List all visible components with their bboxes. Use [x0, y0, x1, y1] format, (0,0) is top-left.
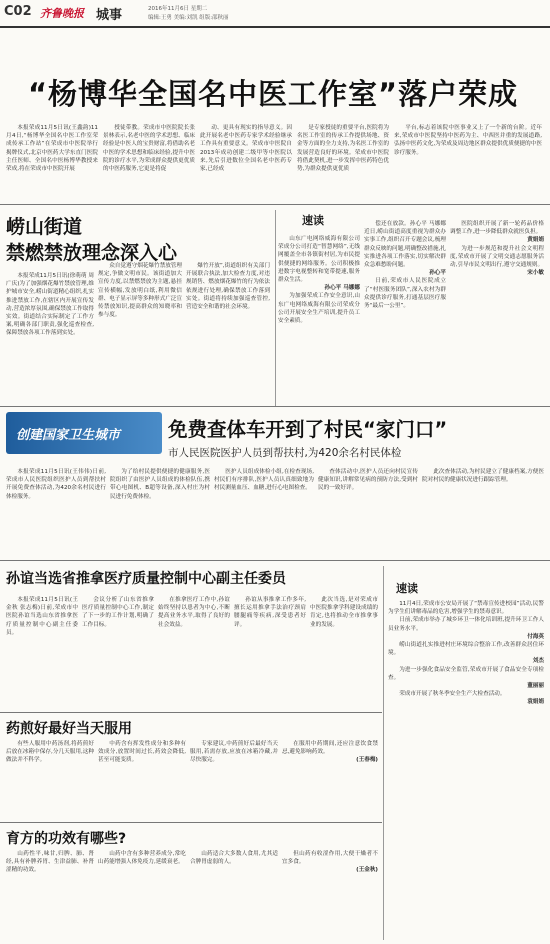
yam-top-rule	[0, 822, 382, 823]
quick2-sig-2: 刘杰	[532, 658, 544, 665]
medicine-signature: (王春梅)	[356, 757, 378, 764]
lead-col-2: 授徒带教。荣成市中医院院长张景林表示,名老中医的学术思想、临床经验是中医人的宝贵财富,将借助名老中医的学术思想和临床经验,提升中医院的诊疗水平,为荣成群众提供更优质的中医药服务,它更是将促	[103, 125, 195, 173]
medicine-col-1: 有些人服用中药汤剂,将药煎好后放在冰箱中保存,分几天服用,这种做法并不科学。	[6, 741, 94, 764]
quick2-body: 11月4日,荣成市公安局开展了“禁毒宣传进校园”活动,民警为学生们讲解毒品的危害,增强学生的禁毒意识。 日前,荣成市举办了城乡环卫一体化培训班,提升环卫工作人员业务水平。 付海英 崂山街道扎实推进村庄环境综合整治工作,改善群众居住环境。 刘杰 为进一步强化食品安全监管,荣成市开展了食品安全专项检查。 董丽丽 荣成市开展了秋冬季安全生产大检查活动。 袁娟娟	[388, 601, 544, 706]
yam-col-4: 但山药有收涩作用,大便干燥者不宜多食。 (王金秋)	[282, 851, 378, 874]
medicine-col-3: 专家建议,中药煎好后最好当天服用,若需存放,应放在冰箱冷藏,并尽快服完。	[190, 741, 278, 764]
quick1-sig-3: 黄娟娟	[527, 237, 544, 244]
quick1-col-1: 山东广电网络威海有限公司荣成分公司打造“智慧网络”,无线网覆盖全市各镇街村居,为市民提供便捷的网络服务。公司积极推进数字电视整转和宽带提速,服务群众生活。 孙心平 马娜娜 为加强荣成工作安全意识,山东广电网络威海有限公司荣成分公司开展安全生产培训,提升员工安全素质。	[278, 236, 360, 325]
sun-headline: 孙谊当选省推拿医疗质量控制中心副主任委员	[6, 571, 286, 587]
yashan-headline-line1: 崂山街道	[6, 216, 83, 238]
banner-tag-text: 创建国家卫生城市	[16, 428, 121, 443]
lead-bottom-rule	[0, 204, 550, 205]
quick1-sig-1: 孙心平 马娜娜	[324, 285, 360, 292]
lead-col-4: 是专家授徒的重要平台,医院将为名医工作室的传承工作提供场地、资金等方面的全力支持,为名医工作室的发展营造良好的环境。荣成市中医院将借此契机,进一步发挥中医药特色优势,为群众提供更优质	[297, 125, 389, 173]
yashan-headline-line2: 禁燃禁放理念深入心	[6, 242, 178, 264]
lead-col-3: 动、更具有现实的指导意义。因此开展名老中医药专家学术经验继承工作具有重要意义。荣成市中医院自2013年成功创建二级甲等中医院以来,先后引进数位全国名老中医药专家,已经成	[200, 125, 292, 173]
medicine-col-2: 中药含有挥发性成分和多种有效成分,放置时间过长,药效会降低,甚至可能变质。	[98, 741, 186, 764]
checkup-col-4: 查体活动中,医护人员还向村民宣传健康知识,讲解常见病的预防方法,受到村民的一致好评。	[318, 469, 418, 492]
right-rail-divider	[383, 566, 384, 940]
yashan-divider	[275, 210, 276, 406]
banner-subhead: 市人民医院医护人员到帮扶村,为420余名村民体检	[168, 447, 402, 459]
banner-headline: 免费查体车开到了村民“家门口”	[168, 418, 448, 441]
quick1-col-2: 偿还在放款。孙心平 马娜娜 近日,崂山街道高度重视为群众办实事工作,组织召开专题会议,梳理群众反映的问题,明确整改措施,扎实推进各项工作落实,切实解决群众急难愁盼问题。 孙心平 日前,荣成市人民医院成立了“村医服务团队”,深入农村为群众提供诊疗服务,打通基层医疗服务“最后一公里”。	[364, 221, 446, 310]
medicine-headline: 药煎好最好当天服用	[6, 721, 132, 737]
yashan-col-1: 本报荣成11月5日讯(徐萌萌 周广庆)为了加强烟花爆竹禁放管理,维护城市安全,崂山街道精心组织,扎实推进禁放工作,在辖区内开展宣传发动,营造浓厚氛围,确保禁放工作取得实效。街道结合实际制定了工作方案,明确各部门职责,强化巡查检查,保障禁放各项工作落到实处。	[6, 273, 94, 337]
quick2-sig-4: 袁娟娟	[527, 699, 544, 706]
sun-col-4: 孙谊从事推拿工作多年,擅长运用推拿手法治疗颈肩腰腿痛等疾病,深受患者好评。	[234, 597, 306, 628]
yashan-col-3: 爆竹开放”,街道组织有关部门开展联合执法,加大检查力度,对违规销售、燃放烟花爆竹的行为依法依规进行处理,确保禁放工作落到实处。街道将持续加强巡查管控,营造安全和谐的社会环境。	[186, 263, 270, 311]
sun-col-2: 会议分析了山东省推拿医疗质量控制中心工作,制定了下一步的工作计划,明确了工作目标。	[82, 597, 154, 628]
checkup-col-1: 本报荣成11月5日讯(王伟伟)日前,荣成市人民医院组织医护人员到帮扶村开展免费查体活动,为420余名村民进行体检服务。	[6, 469, 106, 500]
checkup-col-2: 为了给村民提供便捷的健康服务,医院组织了由医护人员组成的体检队伍,携带心电图机、B超等设备,深入村庄为村民进行免费体检。	[110, 469, 210, 500]
lead-col-5: 平台,标志着该院中医事业又上了一个新的台阶。近年来,荣成市中医院坚持中医药为主、中西医并重的发展道路,弘扬中医药文化,为荣成及周边地区群众提供优质便捷的中医诊疗服务。	[394, 125, 542, 156]
lead-headline: “杨博华全国名中医工作室”落户荣成	[28, 77, 519, 111]
yashan-col-2: 众自觉遵守烟花爆竹禁放管理规定,争做文明市民。该街道加大宣传力度,以禁燃禁放为主题,悬挂宣传横幅,发放明白纸,利用微信群、电子显示屏等多种形式广泛宣传禁放知识,提高群众的知晓率和参与度。	[98, 263, 182, 319]
checkup-col-3: 医护人员组成体检小组,在检查现场,村民们有序排队,医护人员认真细致地为村民测量血压、血糖,进行心电图检查。	[214, 469, 314, 492]
mid-rule	[0, 406, 550, 407]
paper-name: 齐鲁晚报	[40, 7, 84, 20]
quick1-sig-4: 宋小敏	[527, 270, 544, 277]
lead-col-1: 本报荣成11月5日讯(王鑫韵)11月4日,“杨博华全国名中医工作室荣成传承工作站”在荣成市中医院举行揭牌仪式,北京中医药大学东直门医院主任医师、全国名中医杨博华教授来荣成,将在荣成市中医院开展	[6, 125, 98, 173]
masthead	[0, 0, 550, 26]
medicine-top-rule	[0, 712, 382, 713]
yam-col-1: 山药性平,味甘,归脾、肺、肾经,具有补脾养胃、生津益肺、补肾涩精的功效。	[6, 851, 94, 874]
sun-col-5: 此次当选,是对荣成市中医院推拿学科建设成绩的肯定,也将推动全市推拿事业的发展。	[310, 597, 378, 628]
masthead-rule	[0, 26, 550, 28]
sun-col-1: 本报荣成11月5日讯(王金秋 张志梅)日前,荣成市中医院孙谊当选山东省推拿医疗质量控制中心副主任委员。	[6, 597, 78, 636]
checkup-bottom-rule	[0, 560, 550, 561]
checkup-col-5: 此次查体活动,为村民建立了健康档案,方便医院对村民的健康状况进行跟踪管理。	[422, 469, 544, 484]
medicine-col-4: 在服用中药期间,还应注意饮食禁忌,避免影响药效。 (王春梅)	[282, 741, 378, 764]
date-line: 2016年11月6日 星期二	[148, 6, 208, 12]
yam-col-2: 山药中含有多种营养成分,常吃山药能增强人体免疫力,延缓衰老。	[98, 851, 186, 866]
section-name: 城事	[96, 8, 123, 23]
yam-headline: 育方的功效有哪些?	[6, 831, 127, 847]
sun-col-3: 在推拿医疗工作中,孙谊始终坚持以患者为中心,不断提高业务水平,取得了良好的社会效益。	[158, 597, 230, 628]
yam-col-3: 山药适合大多数人食用,尤其适合脾胃虚弱的人。	[190, 851, 278, 866]
editors-line: 编辑:王勇 美编:刘凯 组版:邵秋丽	[148, 15, 229, 21]
quick-read-label: 速读	[302, 214, 324, 227]
yam-signature: (王金秋)	[356, 867, 378, 874]
banner-tag	[6, 412, 162, 454]
quick2-sig-3: 董丽丽	[527, 683, 544, 690]
quick-read-2-label: 速读	[396, 582, 418, 595]
page-number: C02	[4, 4, 32, 19]
quick1-col-3: 医院组织开展了新一轮药品价格调整工作,进一步降低群众就医负担。 黄娟娟 为进一步规范和提升社会文明程度,荣成市开展了文明交通志愿服务活动,引导市民文明出行,遵守交通规则。 宋小敏	[450, 221, 544, 277]
quick1-sig-2: 孙心平	[429, 270, 446, 277]
quick2-sig-1: 付海英	[527, 633, 544, 640]
